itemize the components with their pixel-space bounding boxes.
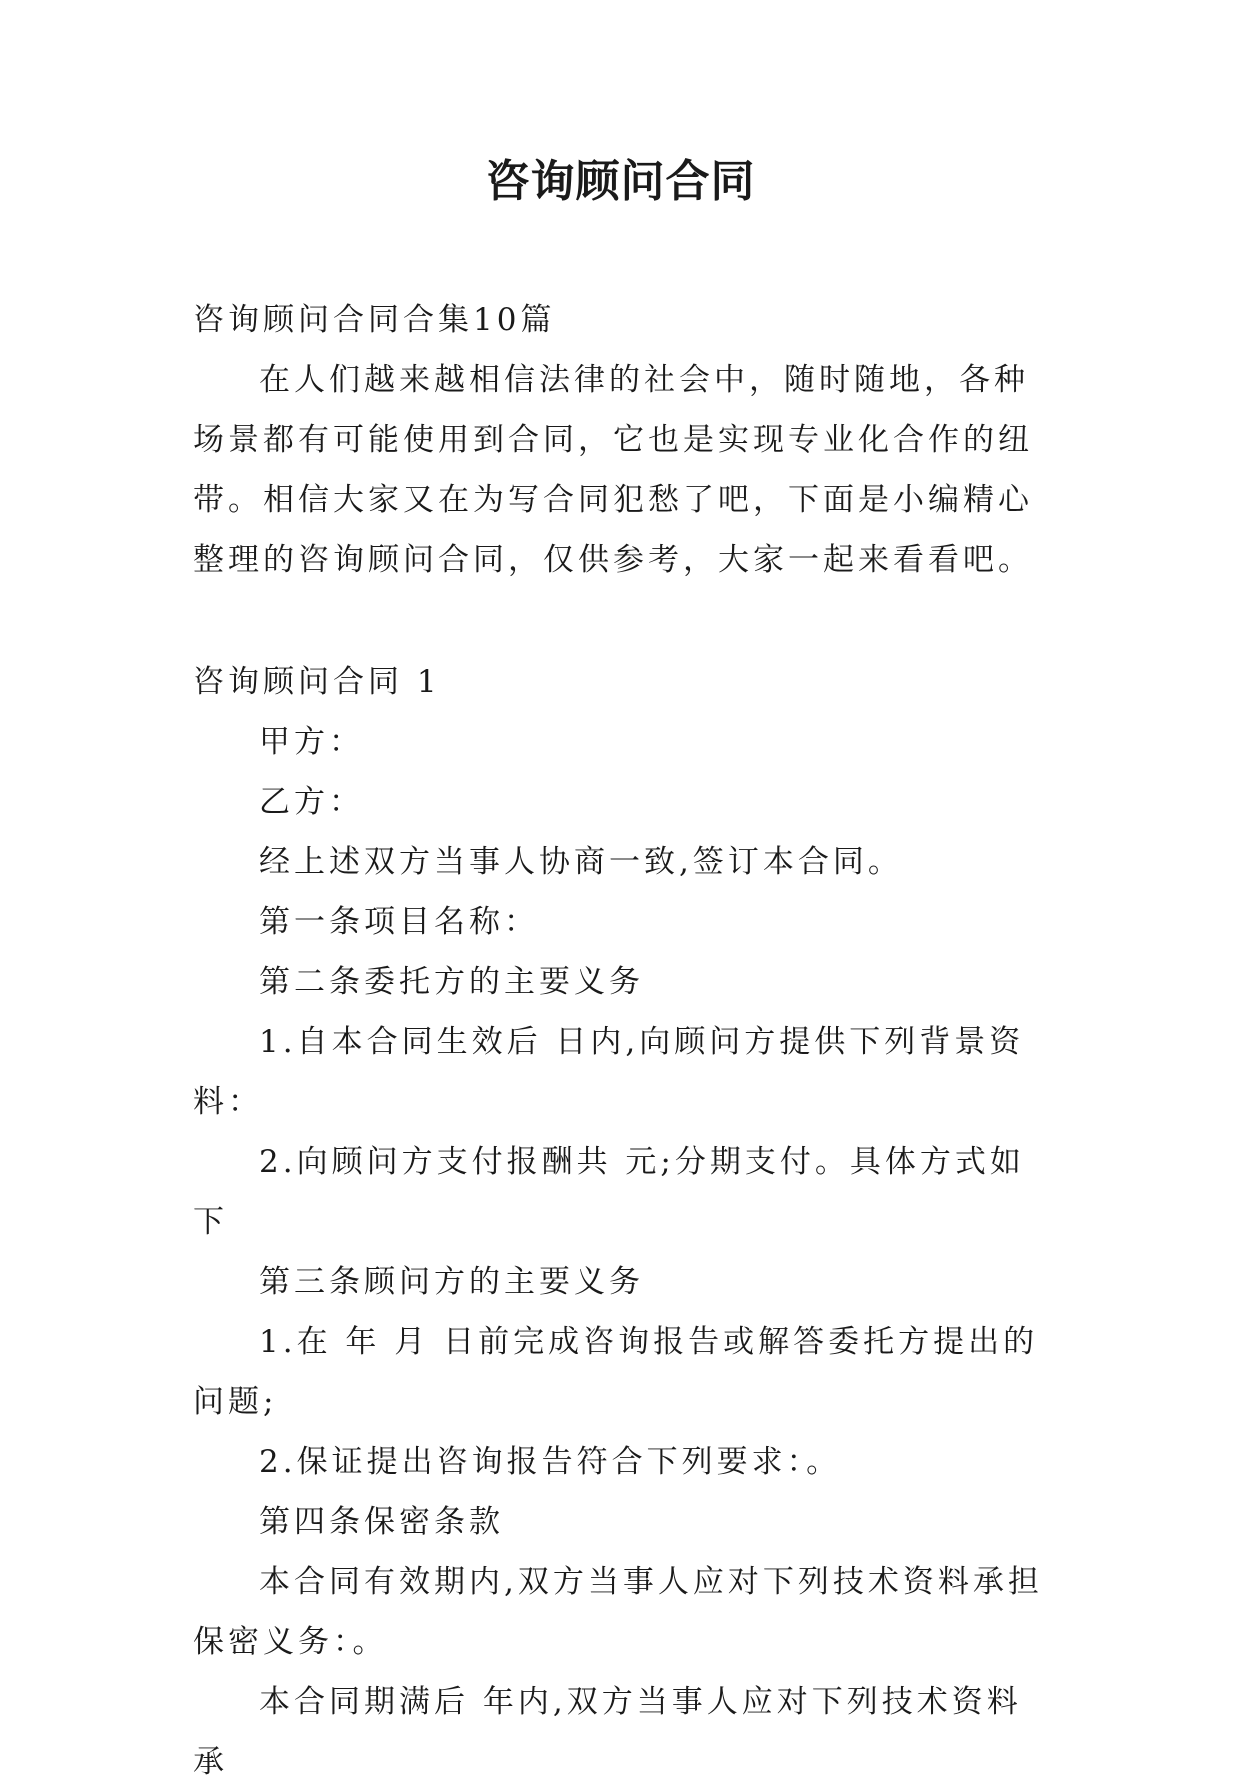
article-1-heading: 第一条项目名称： [259, 904, 539, 940]
article-4-para-2: 本合同期满后 年内,双方当事人应对下列技术资料承 [193, 1684, 1022, 1780]
document-body [193, 290, 1051, 1792]
document-title: 咨询顾问合同 [485, 156, 756, 207]
intro-paragraph: 在人们越来越相信法律的社会中，随时随地，各种场景都有可能使用到合同，它也是实现专业化合作的纽带。相信大家又在为写合同犯愁了吧，下面是小编精心整理的咨询顾问合同，仅供参考，大家一起来看看吧。 [193, 362, 1033, 578]
party-b-line: 乙方： [259, 784, 364, 820]
article-3-item-1: 1.在 年 月 日前完成咨询报告或解答委托方提出的问题; [193, 1324, 1039, 1420]
section-heading: 咨询顾问合同 1 [193, 664, 441, 700]
article-3-item-2: 2.保证提出咨询报告符合下列要求：。 [259, 1444, 842, 1480]
document-subtitle: 咨询顾问合同合集10篇 [193, 302, 556, 338]
article-4-para-1: 本合同有效期内,双方当事人应对下列技术资料承担保密义务：。 [193, 1564, 1043, 1660]
article-4-heading: 第四条保密条款 [259, 1504, 504, 1540]
agreement-line: 经上述双方当事人协商一致,签订本合同。 [259, 844, 903, 880]
party-a-line: 甲方： [259, 724, 364, 760]
article-3-heading: 第三条顾问方的主要义务 [259, 1264, 644, 1300]
paragraph-gap [193, 590, 1051, 652]
article-2-item-1: 1.自本合同生效后 日内,向顾问方提供下列背景资料： [193, 1024, 1025, 1120]
article-2-item-2: 2.向顾问方支付报酬共 元;分期支付。具体方式如下 [193, 1144, 1025, 1240]
article-2-heading: 第二条委托方的主要义务 [259, 964, 644, 1000]
